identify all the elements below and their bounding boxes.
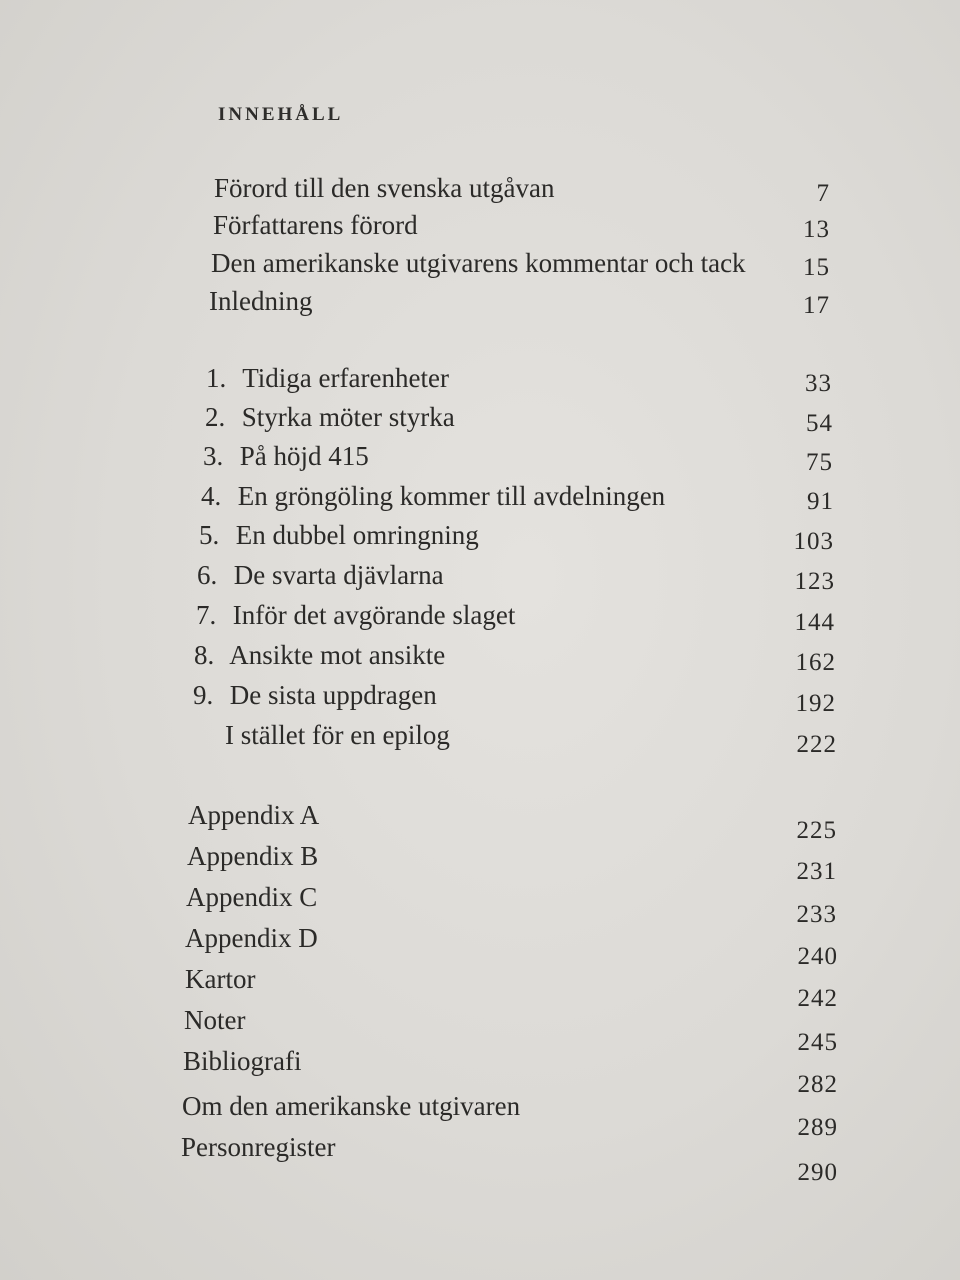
entry-title: Förord till den svenska utgåvan (214, 173, 555, 203)
chapter-page: 91 (807, 488, 834, 515)
entry-page: 17 (803, 292, 830, 319)
toc-epilog (225, 719, 450, 751)
chapter-page: 75 (806, 449, 833, 476)
toc-back-2 (187, 840, 318, 872)
toc-back-7 (183, 1045, 301, 1077)
toc-chapter-8 (194, 639, 445, 671)
toc-heading: INNEHÅLL (218, 104, 344, 125)
entry-page: 242 (797, 985, 838, 1012)
entry-title: Den amerikanske utgivarens kommentar och tack (211, 248, 746, 278)
toc-chapter-1 (206, 362, 449, 394)
entry-page: 245 (797, 1029, 838, 1056)
chapter-number: 9. (193, 680, 214, 710)
toc-back-9 (181, 1131, 335, 1163)
toc-back-6 (184, 1004, 245, 1036)
toc-chapter-2 (205, 401, 455, 433)
toc-entry-front-1 (214, 172, 554, 204)
toc-back-3 (186, 881, 317, 913)
entry-page: 225 (796, 817, 837, 844)
entry-page: 233 (796, 901, 837, 928)
chapter-title: På höjd 415 (239, 441, 369, 471)
entry-title: Inledning (209, 286, 313, 316)
toc-chapter-4 (201, 480, 665, 512)
chapter-page: 54 (806, 410, 833, 437)
entry-page: 290 (797, 1159, 838, 1186)
chapter-title: Tidiga erfarenheter (242, 363, 449, 393)
entry-title: Författarens förord (213, 210, 418, 240)
toc-chapter-6 (197, 559, 444, 591)
toc-back-5 (185, 963, 255, 995)
chapter-number: 1. (206, 363, 227, 393)
entry-title: Appendix C (186, 882, 318, 912)
chapter-title: De svarta djävlarna (233, 560, 444, 590)
chapter-title: Styrka möter styrka (241, 402, 455, 432)
entry-title: Appendix A (188, 800, 320, 830)
entry-page: 7 (816, 180, 830, 207)
chapter-title: En gröngöling kommer till avdelningen (237, 481, 666, 511)
toc-back-4 (185, 922, 318, 954)
entry-page: 289 (797, 1114, 838, 1141)
entry-title: Kartor (185, 964, 256, 994)
chapter-number: 5. (199, 520, 220, 550)
entry-page: 282 (797, 1071, 838, 1098)
chapter-page: 222 (796, 731, 837, 758)
chapter-page: 162 (795, 649, 836, 676)
entry-page: 15 (803, 254, 830, 281)
chapter-title: Ansikte mot ansikte (229, 640, 446, 670)
chapter-page: 123 (794, 568, 835, 595)
chapter-number: 2. (205, 402, 226, 432)
toc-chapter-7 (196, 599, 515, 631)
entry-title: Bibliografi (183, 1046, 302, 1076)
chapter-number: 4. (201, 481, 222, 511)
chapter-page: 103 (793, 528, 834, 555)
chapter-title: En dubbel omringning (235, 520, 479, 550)
entry-page: 240 (797, 943, 838, 970)
chapter-number: 7. (196, 600, 217, 630)
toc-back-1 (188, 799, 319, 831)
chapter-page: 192 (795, 690, 836, 717)
chapter-title: I stället för en epilog (225, 720, 450, 750)
chapter-number: 6. (197, 560, 218, 590)
entry-title: Appendix D (185, 923, 318, 953)
toc-chapter-9 (193, 679, 437, 711)
toc-entry-front-3 (211, 247, 746, 279)
chapter-title: Inför det avgörande slaget (232, 600, 516, 630)
toc-chapter-5 (199, 519, 479, 551)
toc-chapter-3 (203, 440, 369, 472)
toc-back-8 (182, 1090, 520, 1122)
entry-title: Om den amerikanske utgivaren (182, 1091, 521, 1121)
entry-title: Appendix B (187, 841, 319, 871)
entry-page: 13 (803, 216, 830, 243)
chapter-page: 33 (805, 370, 832, 397)
toc-entry-front-4 (209, 285, 312, 317)
chapter-page: 144 (794, 609, 835, 636)
entry-title: Noter (184, 1005, 246, 1035)
entry-page: 231 (796, 858, 837, 885)
chapter-title: De sista uppdragen (229, 680, 437, 710)
chapter-number: 8. (194, 640, 215, 670)
entry-title: Personregister (181, 1132, 336, 1162)
toc-entry-front-2 (213, 209, 418, 241)
chapter-number: 3. (203, 441, 224, 471)
